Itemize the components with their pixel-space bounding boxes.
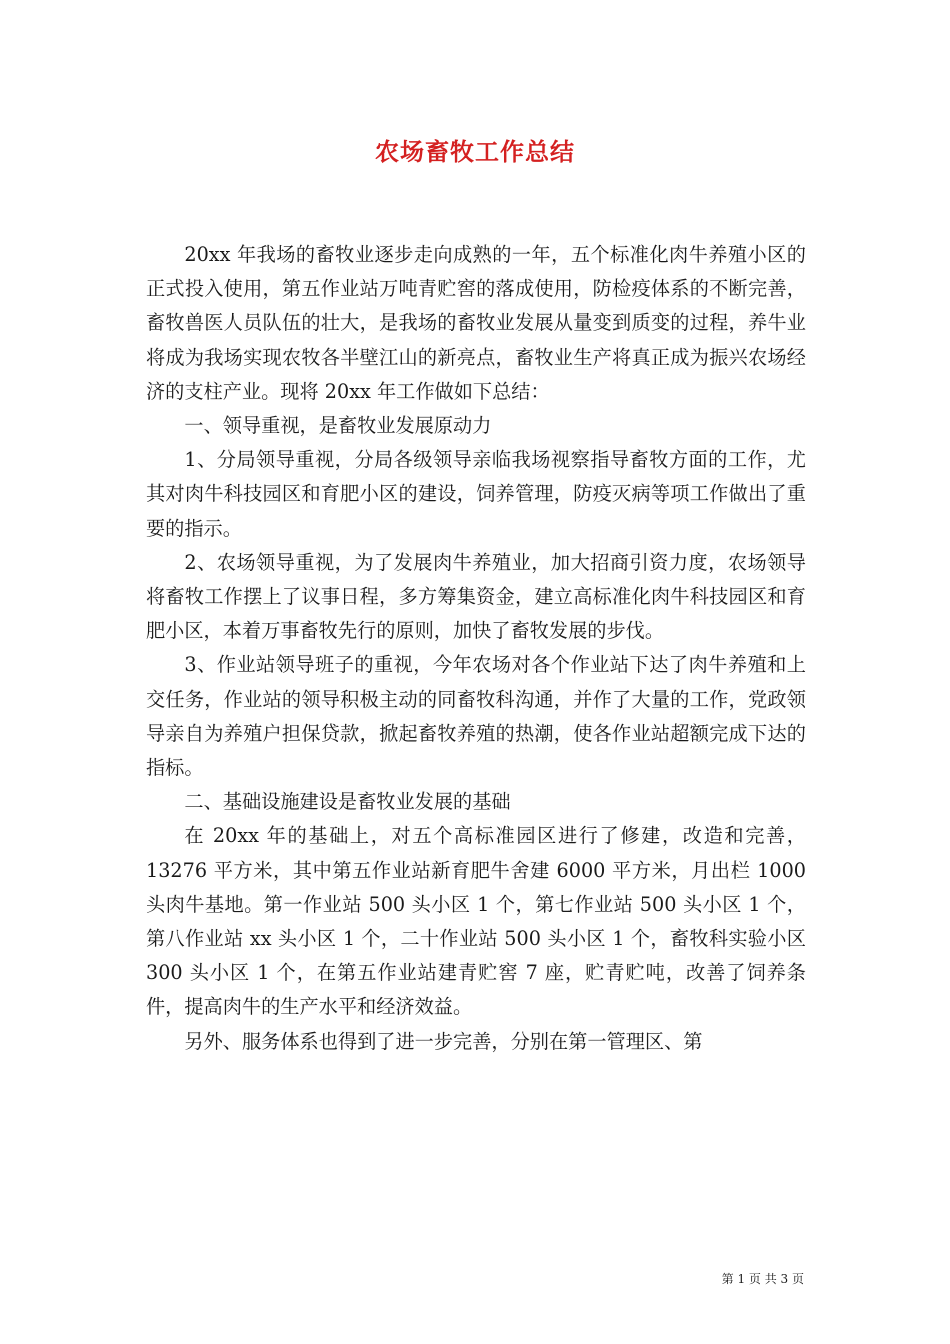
document-body (146, 238, 806, 1059)
page-number-footer: 第 1 页 共 3 页 (721, 1272, 804, 1286)
paragraph-intro: 20xx 年我场的畜牧业逐步走向成熟的一年，五个标准化肉牛养殖小区的正式投入使用，第五作业站万吨青贮窖的落成使用，防检疫体系的不断完善，畜牧兽医人员队伍的壮大，是我场的畜牧业发展从量变到质变的过程，养牛业将成为我场实现农牧各半壁江山的新亮点，畜牧业生产将真正成为振兴农场经济的支柱产业。现将 20xx 年工作做如下总结： (146, 243, 806, 403)
section-heading-1: 一、领导重视，是畜牧业发展原动力 (184, 414, 492, 438)
paragraph-service-system: 另外、服务体系也得到了进一步完善，分别在第一管理区、第 (184, 1029, 703, 1053)
document-title: 农场畜牧工作总结 (375, 137, 575, 166)
paragraph-item-3: 3、作业站领导班子的重视，今年农场对各个作业站下达了肉牛养殖和上交任务，作业站的领导积极主动的同畜牧科沟通，并作了大量的工作，党政领导亲自为养殖户担保贷款，掀起畜牧养殖的热潮，使各作业站超额完成下达的指标。 (146, 653, 806, 780)
paragraph-item-1: 1、分局领导重视，分局各级领导亲临我场视察指导畜牧方面的工作，尤其对肉牛科技园区和育肥小区的建设，饲养管理，防疫灭病等项工作做出了重要的指示。 (146, 448, 806, 540)
paragraph-infrastructure: 在 20xx 年的基础上，对五个高标准园区进行了修建，改造和完善，13276 平方米，其中第五作业站新育肥牛舍建 6000 平方米，月出栏 1000 头肉牛基地。第一作业站 500 头小区 1 个，第七作业站 500 头小区 1 个，第八作业站 xx 头小区 1 个，二十作业站 500 头小区 1 个，畜牧科实验小区 300 头小区 1 个，在第五作业站建青贮窖 7 座，贮青贮吨，改善了饲养条件，提高肉牛的生产水平和经济效益。 (146, 824, 806, 1019)
paragraph-item-2: 2、农场领导重视，为了发展肉牛养殖业，加大招商引资力度，农场领导将畜牧工作摆上了议事日程，多方筹集资金，建立高标准化肉牛科技园区和育肥小区，本着万事畜牧先行的原则，加快了畜牧发展的步伐。 (146, 550, 806, 643)
section-heading-2: 二、基础设施建设是畜牧业发展的基础 (184, 790, 511, 814)
